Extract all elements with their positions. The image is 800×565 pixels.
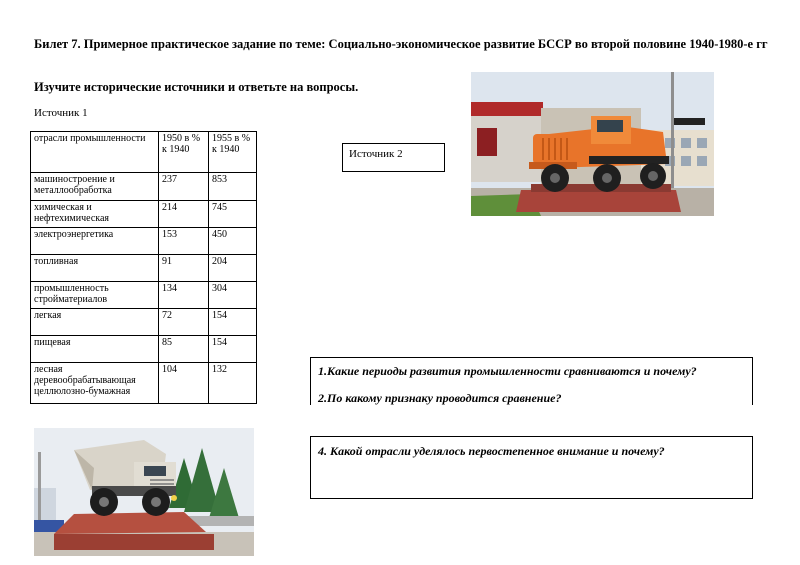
cell-1950: 237 — [159, 173, 209, 201]
cell-branch: промышленность стройматериалов — [31, 282, 159, 309]
question-1: 1.Какие периоды развития промышленности сравниваются и почему? — [318, 364, 697, 378]
ticket-title: Билет 7. Примерное практическое задание по теме: Социально-экономическое развитие БССР во второй половине 1940-1980-е гг — [34, 37, 768, 51]
table-row — [31, 228, 257, 255]
cell-1955: 154 — [209, 309, 257, 336]
header-1955: 1955 в % к 1940 — [209, 132, 257, 173]
cell-1950: 85 — [159, 336, 209, 363]
cell-branch: химическая и нефтехимическая — [31, 201, 159, 228]
cell-1950: 153 — [159, 228, 209, 255]
source1-label: Источник 1 — [34, 107, 88, 119]
cell-1950: 91 — [159, 255, 209, 282]
truck-photo-illustration — [471, 72, 714, 216]
cell-branch: легкая — [31, 309, 159, 336]
cell-1955: 132 — [209, 363, 257, 404]
table-row — [31, 201, 257, 228]
table-row — [31, 255, 257, 282]
questions-box-bottom — [310, 436, 753, 499]
cell-1950: 214 — [159, 201, 209, 228]
cell-branch: машиностроение и металлообработка — [31, 173, 159, 201]
question-2: 2.По какому признаку проводится сравнение? — [318, 391, 562, 405]
table-row — [31, 173, 257, 201]
belaz-photo-illustration — [34, 428, 254, 556]
header-branch: отрасли промышленности — [31, 132, 159, 173]
cell-1955: 745 — [209, 201, 257, 228]
industry-table — [30, 131, 257, 404]
questions-box-top — [310, 357, 753, 405]
cell-branch: пищевая — [31, 336, 159, 363]
table-row — [31, 282, 257, 309]
cell-1950: 104 — [159, 363, 209, 404]
belaz-monument-photo — [34, 428, 254, 556]
cell-branch: электроэнергетика — [31, 228, 159, 255]
cell-branch: топливная — [31, 255, 159, 282]
header-1950: 1950 в % к 1940 — [159, 132, 209, 173]
table-row — [31, 363, 257, 404]
cell-1955: 204 — [209, 255, 257, 282]
cell-1955: 304 — [209, 282, 257, 309]
question-4: 4. Какой отрасли уделялось первостепенное внимание и почему? — [318, 444, 665, 458]
cell-1955: 853 — [209, 173, 257, 201]
cell-1950: 134 — [159, 282, 209, 309]
cell-1955: 154 — [209, 336, 257, 363]
instruction: Изучите исторические источники и ответьте на вопросы. — [34, 80, 359, 94]
table-row — [31, 309, 257, 336]
table-header-row — [31, 132, 257, 173]
cell-1955: 450 — [209, 228, 257, 255]
source2-box — [342, 143, 445, 172]
cell-branch: лесная деревообрабатывающая целлюлозно-бумажная — [31, 363, 159, 404]
truck-monument-photo — [471, 72, 714, 216]
source2-label: Источник 2 — [349, 148, 403, 160]
cell-1950: 72 — [159, 309, 209, 336]
table-row — [31, 336, 257, 363]
